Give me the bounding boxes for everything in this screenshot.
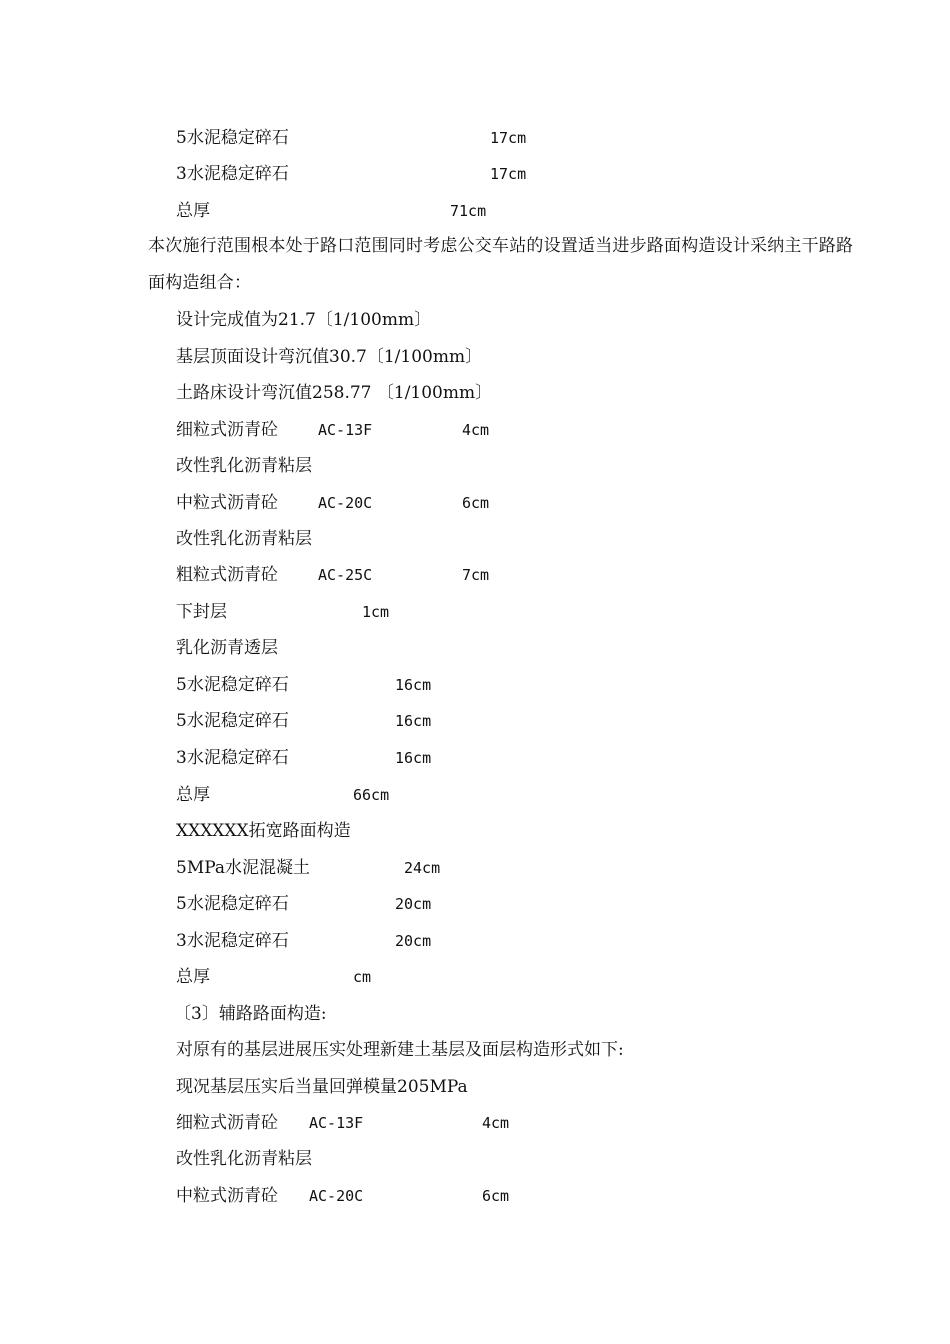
- layer-row: [176, 747, 576, 769]
- layer-row: [176, 601, 576, 623]
- layer-code: AC-13F: [309, 1114, 364, 1132]
- layer-row: [176, 163, 576, 185]
- layer-row: [176, 1185, 596, 1207]
- layer-thickness: 16cm: [395, 712, 432, 730]
- layer-thickness: 6cm: [482, 1187, 510, 1205]
- layer-label: 总厚: [176, 201, 210, 221]
- intro-paragraph: 本次施行范围根本处于路口范围同时考虑公交车站的设置适当进步路面构造设计采纳主干路路面构造组合：: [148, 236, 854, 293]
- layer-thickness: 16cm: [395, 749, 432, 767]
- section-title: XXXXXX拓宽路面构造: [176, 821, 351, 841]
- layer-row: [176, 637, 576, 659]
- layer-row: [176, 419, 576, 441]
- layer-row: [176, 127, 576, 149]
- layer-thickness: 20cm: [395, 932, 432, 950]
- layer-label: 5水泥稳定碎石: [176, 128, 289, 148]
- layer-label: 下封层: [176, 602, 227, 622]
- layer-label: 粗粒式沥青砼: [176, 565, 278, 585]
- layer-thickness: 71cm: [450, 202, 487, 220]
- layer-row-total: [176, 966, 576, 988]
- layer-label: 5水泥稳定碎石: [176, 894, 289, 914]
- layer-thickness: 4cm: [482, 1114, 510, 1132]
- design-value-line: 设计完成值为21.7〔1/100mm〕: [176, 310, 432, 330]
- layer-thickness: 24cm: [404, 859, 441, 877]
- layer-row: [176, 857, 576, 879]
- section-description: 对原有的基层进展压实处理新建土基层及面层构造形式如下:: [176, 1040, 624, 1060]
- layer-code: AC-25C: [318, 566, 373, 584]
- layer-row: [176, 930, 576, 952]
- layer-label: 细粒式沥青砼: [176, 1113, 278, 1133]
- layer-thickness: 1cm: [362, 603, 390, 621]
- layer-label: 5MPa水泥混凝土: [176, 858, 311, 878]
- layer-row: [176, 492, 576, 514]
- layer-thickness: 17cm: [490, 129, 527, 147]
- layer-row-total: [176, 200, 576, 222]
- layer-row: [176, 710, 576, 732]
- layer-code: AC-20C: [309, 1187, 364, 1205]
- layer-label: 3水泥稳定碎石: [176, 931, 289, 951]
- layer-thickness: 6cm: [462, 494, 490, 512]
- section-heading: 〔3〕辅路路面构造:: [174, 1004, 327, 1024]
- layer-row: [176, 1148, 596, 1170]
- layer-label: 5水泥稳定碎石: [176, 675, 289, 695]
- layer-thickness: 20cm: [395, 895, 432, 913]
- layer-label: 3水泥稳定碎石: [176, 164, 289, 184]
- layer-thickness: 17cm: [490, 165, 527, 183]
- layer-thickness: cm: [353, 968, 372, 986]
- layer-row: [176, 564, 576, 586]
- layer-label: 总厚: [176, 967, 210, 987]
- layer-row: [176, 1112, 596, 1134]
- layer-code: AC-13F: [318, 421, 373, 439]
- layer-label: 乳化沥青透层: [176, 638, 278, 658]
- layer-label: 5水泥稳定碎石: [176, 711, 289, 731]
- layer-label: 改性乳化沥青粘层: [176, 1149, 312, 1169]
- layer-code: AC-20C: [318, 494, 373, 512]
- layer-thickness: 4cm: [462, 421, 490, 439]
- layer-label: 3水泥稳定碎石: [176, 748, 289, 768]
- design-value-line: 土路床设计弯沉值258.77 〔1/100mm〕: [176, 383, 493, 403]
- layer-row-total: [176, 784, 576, 806]
- layer-label: 中粒式沥青砼: [176, 1186, 278, 1206]
- modulus-line: 现况基层压实后当量回弹模量205MPa: [176, 1077, 468, 1097]
- layer-label: 改性乳化沥青粘层: [176, 529, 312, 549]
- layer-thickness: 66cm: [353, 786, 390, 804]
- layer-thickness: 7cm: [462, 566, 490, 584]
- layer-row: [176, 893, 576, 915]
- layer-label: 中粒式沥青砼: [176, 493, 278, 513]
- layer-row: [176, 455, 576, 477]
- layer-label: 总厚: [176, 785, 210, 805]
- layer-row: [176, 528, 576, 550]
- design-value-line: 基层顶面设计弯沉值30.7〔1/100mm〕: [176, 347, 483, 367]
- layer-label: 细粒式沥青砼: [176, 420, 278, 440]
- layer-row: [176, 674, 576, 696]
- layer-thickness: 16cm: [395, 676, 432, 694]
- layer-label: 改性乳化沥青粘层: [176, 456, 312, 476]
